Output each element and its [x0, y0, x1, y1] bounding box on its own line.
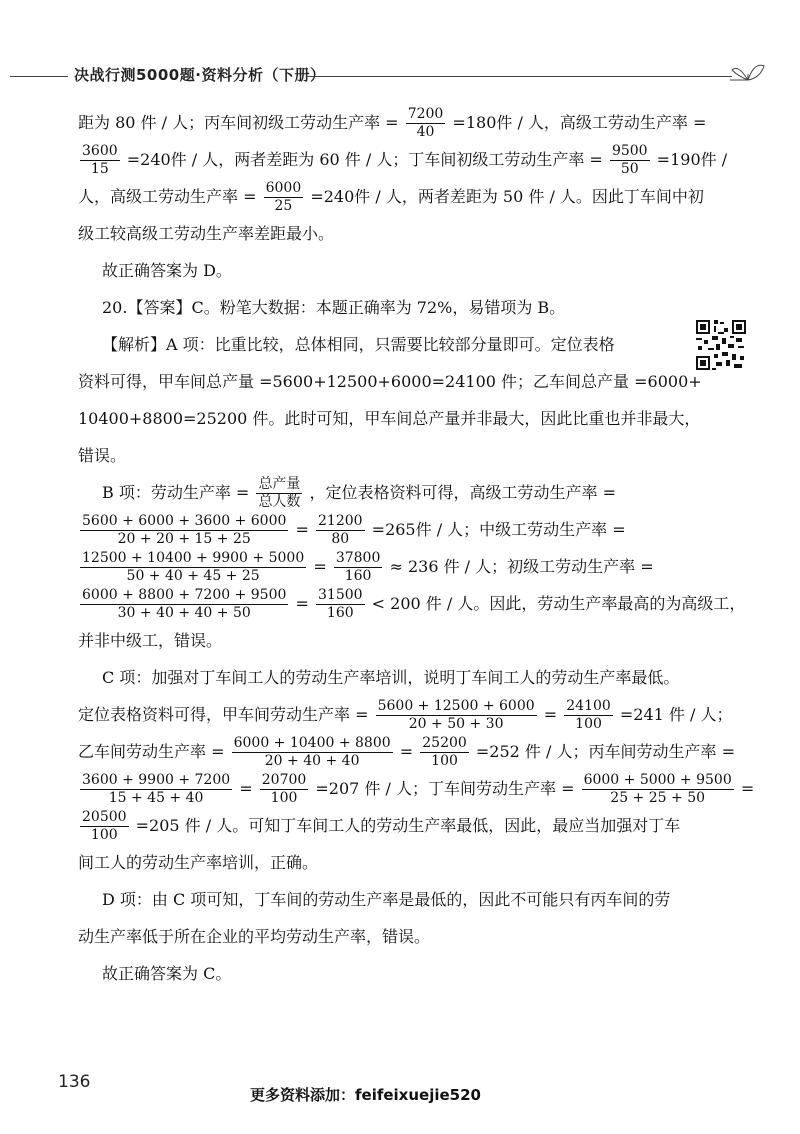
- fraction: $\frac{37800}{160}$: [335, 550, 381, 584]
- page-number: 136: [58, 1072, 91, 1092]
- conclusion-line: 故正确答案为 D。: [102, 261, 232, 280]
- fraction: $\frac{20700}{100}$: [261, 772, 307, 806]
- fraction: $\frac{5600 + 12500 + 6000}{20 + 50 + 30}$: [377, 698, 535, 732]
- fraction: $\frac{3600 + 9900 + 7200}{15 + 45 + 40}$: [82, 772, 231, 806]
- header-rule-right: [306, 76, 732, 77]
- formula-line: 定位表格资料可得，甲车间劳动生产率 = $\frac{5600 + 12500 + 6000}{20 + 50 + 30}$ = $\frac{24100}{100}$ =241 件 / 人；: [78, 698, 733, 732]
- analysis-line: 【解析】A 项：比重比较，总体相同，只需要比较部分量即可。定位表格: [102, 335, 615, 354]
- text-line: 级工较高级工劳动生产率差距最小。: [78, 224, 335, 243]
- text-line: 错误。: [78, 446, 127, 465]
- fraction: $\frac{6000 + 8800 + 7200 + 9500}{30 + 40 + 40 + 50}$: [82, 587, 287, 621]
- conclusion-line: 故正确答案为 C。: [102, 964, 232, 983]
- fraction: $\frac{21200}{80}$: [318, 513, 363, 547]
- formula-line: 乙车间劳动生产率 = $\frac{6000 + 10400 + 8800}{20 + 40 + 40}$ = $\frac{25200}{100}$ =252 件 / 人；丙车间劳动生产率 =: [78, 735, 735, 769]
- answer-explanation-body: [78, 104, 755, 992]
- fraction: $\frac{5600 + 6000 + 3600 + 6000}{20 + 20 + 15 + 25}$: [82, 513, 287, 547]
- text-line: 人，高级工劳动生产率 = $\frac{6000}{25}$ =240件 / 人，两者差距为 50 件 / 人。因此丁车间中初: [78, 180, 704, 214]
- header-rule-left: [10, 76, 68, 77]
- text-line: B 项：劳动生产率 = $\frac{\text{总产量}}{\text{总人数}}$ ，定位表格资料可得，高级工劳动生产率 =: [102, 476, 617, 510]
- contact-note: 更多资料添加：feifeixuejie520: [250, 1086, 481, 1104]
- answer-line: 20.【答案】C。粉笔大数据：本题正确率为 72%，易错项为 B。: [102, 298, 566, 317]
- qr-code-icon: [694, 318, 748, 372]
- text-line: D 项：由 C 项可知，丁车间的劳动生产率是最低的，因此不可能只有丙车间的劳: [102, 890, 671, 909]
- text-line: $\frac{3600}{15}$ =240件 / 人，两者差距为 60 件 / 人；丁车间初级工劳动生产率 = $\frac{9500}{50}$ =190件 /: [82, 143, 728, 177]
- formula-line: $\frac{3600 + 9900 + 7200}{15 + 45 + 40}$ = $\frac{20700}{100}$ =207 件 / 人；丁车间劳动生产率 = $\frac{6000 + 5000 + 9500}{25 + 25 + 50}$ =: [82, 772, 755, 806]
- formula-line: $\frac{6000 + 8800 + 7200 + 9500}{30 + 40 + 40 + 50}$ = $\frac{31500}{160}$ < 200 件 / 人。因此，劳动生产率最高的为高级工，: [82, 587, 746, 621]
- fraction: $\frac{3600}{15}$: [82, 143, 118, 177]
- formula-line: $\frac{5600 + 6000 + 3600 + 6000}{20 + 20 + 15 + 25}$ = $\frac{21200}{80}$ =265件 / 人；中级工劳动生产率 =: [82, 513, 626, 547]
- formula-line: $\frac{20500}{100}$ =205 件 / 人。可知丁车间工人的劳动生产率最低，因此，最应当加强对丁车: [82, 809, 681, 843]
- text-line: C 项：加强对丁车间工人的劳动生产率培训，说明丁车间工人的劳动生产率最低。: [102, 668, 680, 687]
- fraction: $\frac{31500}{160}$: [318, 587, 363, 621]
- text-line: 间工人的劳动生产率培训，正确。: [78, 853, 319, 872]
- fraction: $\frac{6000 + 10400 + 8800}{20 + 40 + 40}$: [233, 735, 391, 769]
- fraction: $\frac{25200}{100}$: [422, 735, 467, 769]
- text-line: 10400+8800=25200 件。此时可知，甲车间总产量并非最大，因此比重也并非最大，: [78, 409, 701, 428]
- text-line: 资料可得，甲车间总产量 =5600+12500+6000=24100 件；乙车间总产量 =6000+: [78, 372, 702, 391]
- fraction: $\frac{\text{总产量}}{\text{总人数}}$: [258, 476, 301, 510]
- text-line: 并非中级工，错误。: [78, 631, 223, 650]
- fraction: $\frac{6000}{25}$: [265, 180, 302, 214]
- formula-line: $\frac{12500 + 10400 + 9900 + 5000}{50 + 40 + 45 + 25}$ = $\frac{37800}{160}$ ≈ 236 件 / 人；初级工劳动生产率 =: [82, 550, 654, 584]
- fraction: $\frac{24100}{100}$: [566, 698, 611, 732]
- text-line: 距为 80 件 / 人；丙车间初级工劳动生产率 = $\frac{7200}{40}$ =180件 / 人，高级工劳动生产率 =: [78, 106, 707, 140]
- text-line: 动生产率低于所在企业的平均劳动生产率，错误。: [78, 927, 431, 946]
- book-title: 决战行测5000题·资料分析（下册）: [74, 66, 326, 84]
- fraction: $\frac{6000 + 5000 + 9500}{25 + 25 + 50}$: [583, 772, 732, 806]
- sprout-leaf-icon: [728, 60, 768, 96]
- fraction: $\frac{7200}{40}$: [407, 106, 444, 140]
- running-header: [0, 60, 800, 94]
- fraction: $\frac{12500 + 10400 + 9900 + 5000}{50 + 40 + 45 + 25}$: [82, 550, 305, 584]
- fraction: $\frac{20500}{100}$: [82, 809, 127, 843]
- fraction: $\frac{9500}{50}$: [611, 143, 648, 177]
